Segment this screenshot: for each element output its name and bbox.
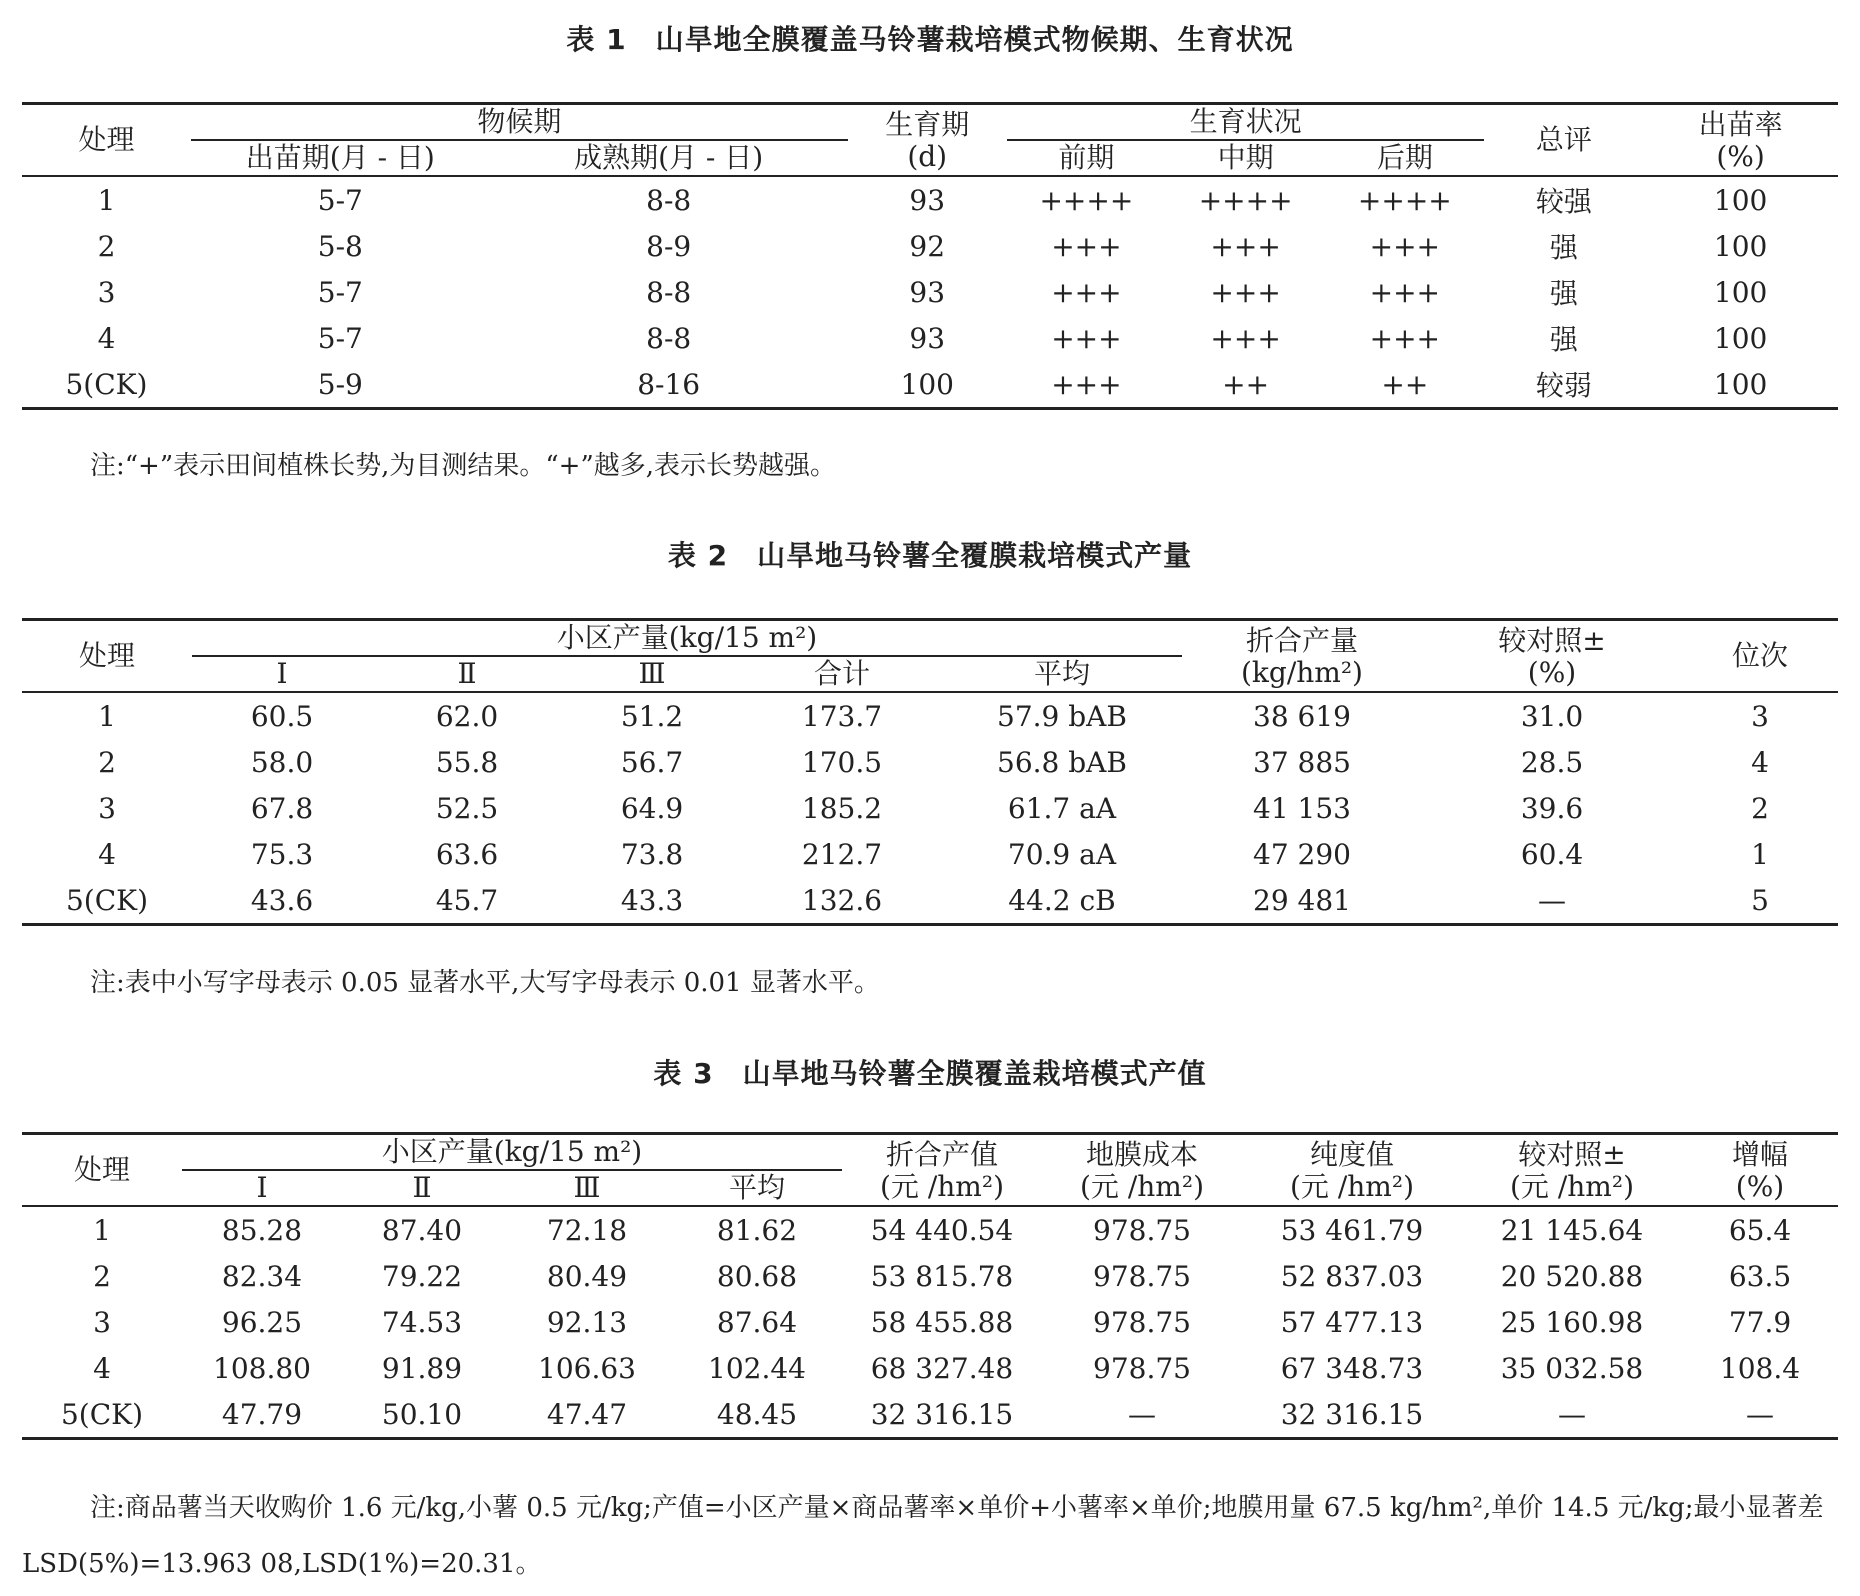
t3-header-vs-ck: 较对照± (元 /hm²) — [1462, 1134, 1682, 1207]
table-cell: — — [1558, 1397, 1586, 1431]
table-cell: 67.8 — [250, 791, 314, 825]
table-cell: 47.79 — [221, 1397, 303, 1431]
table-cell: 51.2 — [620, 699, 684, 733]
table-cell: 978.75 — [1093, 1351, 1191, 1385]
t3-header-plot-yield: 小区产量(kg/15 m²) — [182, 1134, 842, 1171]
table-cell: 63.5 — [1728, 1259, 1792, 1293]
table-row — [22, 1299, 1838, 1345]
table-row — [22, 176, 1838, 223]
table-cell: 60.4 — [1520, 837, 1584, 871]
table-cell: 60.5 — [250, 699, 314, 733]
table1-note: 注:“+”表示田间植株长势,为目测结果。“+”越多,表示长势越强。 — [90, 451, 837, 481]
table-cell: 39.6 — [1520, 791, 1584, 825]
table2-note: 注:表中小写字母表示 0.05 显著水平,大写字母表示 0.01 显著水平。 — [90, 968, 880, 998]
table-cell: 91.89 — [381, 1351, 463, 1385]
table-cell: 21 145.64 — [1500, 1213, 1644, 1247]
table-cell: 5-7 — [317, 275, 363, 309]
table-row — [22, 1345, 1838, 1391]
t1-header-emergence-rate: 出苗率 (%) — [1643, 104, 1838, 177]
table-cell: 173.7 — [801, 699, 883, 733]
t1-header-late: 后期 — [1325, 140, 1484, 176]
t2-header-r3: Ⅲ — [562, 656, 742, 692]
table-cell: 3 — [1751, 699, 1769, 733]
table-cell: 31.0 — [1520, 699, 1584, 733]
table-cell: 108.4 — [1719, 1351, 1801, 1385]
table-cell: 68 327.48 — [870, 1351, 1014, 1385]
table1 — [22, 102, 1838, 410]
table-cell: 978.75 — [1093, 1305, 1191, 1339]
table-cell: 5(CK) — [60, 1397, 143, 1431]
table-cell: 87.40 — [381, 1213, 463, 1247]
table-cell: 57.9 bAB — [997, 699, 1127, 733]
table-row — [22, 223, 1838, 269]
table-cell: 1 — [1751, 837, 1769, 871]
table-cell: 较强 — [1535, 185, 1592, 218]
t2-header-r2: Ⅱ — [372, 656, 562, 692]
table-cell: +++ — [1051, 229, 1122, 263]
table-cell: 强 — [1549, 323, 1578, 356]
t2-header-plot-yield: 小区产量(kg/15 m²) — [192, 620, 1182, 657]
table-cell: +++ — [1051, 275, 1122, 309]
table-cell: ++++ — [1039, 183, 1134, 217]
table-cell: 4 — [93, 1351, 111, 1385]
table-cell: +++ — [1210, 275, 1281, 309]
table-cell: +++ — [1369, 229, 1441, 263]
table-cell: 77.9 — [1728, 1305, 1792, 1339]
table-cell: 55.8 — [435, 745, 499, 779]
table-cell: +++ — [1051, 321, 1122, 355]
table-cell: 56.7 — [620, 745, 684, 779]
t3-header-output: 折合产值 (元 /hm²) — [842, 1134, 1042, 1207]
t1-header-growth-status: 生育状况 — [1007, 104, 1485, 141]
table3-note: 注:商品薯当天收购价 1.6 元/kg,小薯 0.5 元/kg;产值=小区产量×商品薯率×单价+小薯率×单价;地膜用量 67.5 kg/hm²,单价 14.5 元/kg;最小显著差 LSD(5%)=13.963 08,LSD(1%)=20.31。 — [22, 1493, 1824, 1579]
table-cell: 5-7 — [317, 183, 363, 217]
table-cell: 85.28 — [221, 1213, 303, 1247]
t3-header-r2: Ⅱ — [342, 1170, 502, 1206]
table-cell: 2 — [97, 229, 116, 263]
table-cell: 3 — [93, 1305, 111, 1339]
t1-header-emergence: 出苗期(月 - 日) — [191, 140, 490, 176]
table-cell: 47 290 — [1253, 837, 1351, 871]
table-cell: 100 — [1713, 367, 1768, 401]
table-cell: +++ — [1210, 321, 1281, 355]
table-cell: 67 348.73 — [1280, 1351, 1424, 1385]
t1-header-overall: 总评 — [1484, 104, 1643, 177]
table-cell: 212.7 — [801, 837, 883, 871]
table-cell: 8-16 — [637, 367, 701, 401]
table-cell: 8-8 — [646, 275, 692, 309]
table-cell: 强 — [1549, 231, 1578, 264]
t2-header-rank: 位次 — [1682, 620, 1838, 693]
table-cell: 74.53 — [381, 1305, 463, 1339]
table-row — [22, 1391, 1838, 1439]
table-cell: +++ — [1369, 275, 1441, 309]
table-cell: 2 — [98, 745, 116, 779]
table-cell: 3 — [98, 791, 116, 825]
table-cell: 185.2 — [801, 791, 883, 825]
table1-caption: 表 1 山旱地全膜覆盖马铃薯栽培模式物候期、生育状况 — [566, 23, 1294, 56]
table-cell: 35 032.58 — [1500, 1351, 1644, 1385]
table-cell: 56.8 bAB — [997, 745, 1127, 779]
table-cell: 43.6 — [250, 883, 314, 917]
table-cell: 92.13 — [546, 1305, 628, 1339]
table-cell: 92 — [909, 229, 946, 263]
t3-header-average: 平均 — [672, 1170, 842, 1206]
table-cell: 106.63 — [538, 1351, 636, 1385]
table-cell: 5(CK) — [65, 883, 148, 917]
table-cell: 63.6 — [435, 837, 499, 871]
t1-header-phenology: 物候期 — [191, 104, 848, 141]
table-row — [22, 739, 1838, 785]
table-cell: ++ — [1381, 367, 1429, 401]
table-cell: 5-7 — [317, 321, 363, 355]
table-cell: 4 — [98, 837, 116, 871]
table-cell: 8-8 — [646, 183, 692, 217]
table-cell: ++++ — [1357, 183, 1452, 217]
table-cell: 41 153 — [1253, 791, 1351, 825]
table3 — [22, 1132, 1838, 1440]
table-cell: 52 837.03 — [1280, 1259, 1424, 1293]
table-cell: 52.5 — [435, 791, 499, 825]
t2-header-treatment: 处理 — [22, 620, 192, 693]
table-cell: 48.45 — [716, 1397, 798, 1431]
table-cell: 62.0 — [435, 699, 499, 733]
table2 — [22, 618, 1838, 926]
table-cell: 58 455.88 — [870, 1305, 1014, 1339]
table-cell: 93 — [909, 321, 946, 355]
table-cell: 132.6 — [801, 883, 883, 917]
table-cell: 57 477.13 — [1280, 1305, 1424, 1339]
table-cell: 较弱 — [1535, 369, 1592, 402]
table-cell: 20 520.88 — [1500, 1259, 1644, 1293]
t1-header-treatment: 处理 — [22, 104, 191, 177]
table-cell: 28.5 — [1520, 745, 1584, 779]
table-cell: 93 — [909, 183, 946, 217]
table-cell: 73.8 — [620, 837, 684, 871]
table-cell: 50.10 — [381, 1397, 463, 1431]
table-cell: 5-8 — [317, 229, 363, 263]
table-cell: 29 481 — [1253, 883, 1351, 917]
t2-header-average: 平均 — [942, 656, 1182, 692]
table-cell: 3 — [97, 275, 116, 309]
table-cell: 100 — [900, 367, 954, 401]
table-cell: 82.34 — [221, 1259, 303, 1293]
table-cell: 58.0 — [250, 745, 314, 779]
t3-header-net: 纯度值 (元 /hm²) — [1242, 1134, 1462, 1207]
table-cell: 47.47 — [546, 1397, 628, 1431]
table-cell: 25 160.98 — [1500, 1305, 1644, 1339]
table-cell: 32 316.15 — [1280, 1397, 1424, 1431]
table-cell: 强 — [1549, 277, 1578, 310]
table-cell: 8-8 — [646, 321, 692, 355]
table3-caption: 表 3 山旱地马铃薯全膜覆盖栽培模式产值 — [653, 1057, 1207, 1090]
table2-caption: 表 2 山旱地马铃薯全覆膜栽培模式产量 — [667, 539, 1193, 572]
table-cell: ++++ — [1198, 183, 1293, 217]
table-row — [22, 315, 1838, 361]
t1-header-growth-period: 生育期 (d) — [848, 104, 1007, 177]
table-cell: 5-9 — [317, 367, 363, 401]
table-cell: 70.9 aA — [1007, 837, 1117, 871]
table-cell: 80.68 — [716, 1259, 798, 1293]
table-cell: 79.22 — [381, 1259, 463, 1293]
table-cell: 100 — [1713, 275, 1768, 309]
table-cell: +++ — [1051, 367, 1122, 401]
table-row — [22, 269, 1838, 315]
table-cell: 100 — [1713, 229, 1768, 263]
table-cell: 96.25 — [221, 1305, 303, 1339]
table-row — [22, 785, 1838, 831]
table-cell: — — [1538, 883, 1566, 917]
table-cell: 5(CK) — [65, 367, 148, 401]
table-cell: 37 885 — [1253, 745, 1351, 779]
table-cell: 53 815.78 — [870, 1259, 1014, 1293]
table-cell: 2 — [1751, 791, 1769, 825]
t3-header-film-cost: 地膜成本 (元 /hm²) — [1042, 1134, 1242, 1207]
table-cell: — — [1128, 1397, 1156, 1431]
t2-header-vs-ck: 较对照± (%) — [1422, 620, 1682, 693]
table-cell: 1 — [93, 1213, 111, 1247]
table-cell: 72.18 — [546, 1213, 628, 1247]
table-cell: +++ — [1210, 229, 1281, 263]
table-cell: 61.7 aA — [1007, 791, 1117, 825]
table-cell: 102.44 — [708, 1351, 806, 1385]
table-cell: 8-9 — [646, 229, 692, 263]
table-cell: 44.2 cB — [1008, 883, 1116, 917]
table-cell: 54 440.54 — [870, 1213, 1014, 1247]
table-cell: 978.75 — [1093, 1213, 1191, 1247]
table-cell: 5 — [1751, 883, 1769, 917]
table-cell: 1 — [98, 699, 116, 733]
table-cell: 4 — [1751, 745, 1769, 779]
table-cell: 65.4 — [1728, 1213, 1792, 1247]
t2-header-converted-yield: 折合产量 (kg/hm²) — [1182, 620, 1422, 693]
table-cell: +++ — [1369, 321, 1441, 355]
table-cell: 81.62 — [716, 1213, 798, 1247]
table-row — [22, 1253, 1838, 1299]
table-cell: 170.5 — [801, 745, 883, 779]
t1-header-middle: 中期 — [1166, 140, 1325, 176]
t1-header-early: 前期 — [1007, 140, 1166, 176]
table-cell: 93 — [909, 275, 946, 309]
table-row — [22, 361, 1838, 409]
t3-header-r1: Ⅰ — [182, 1170, 342, 1206]
table-cell: ++ — [1222, 367, 1270, 401]
table-row — [22, 831, 1838, 877]
table-cell: 100 — [1713, 321, 1768, 355]
table-cell: 108.80 — [213, 1351, 311, 1385]
t3-header-r3: Ⅲ — [502, 1170, 672, 1206]
table-cell: 64.9 — [620, 791, 684, 825]
t2-header-total: 合计 — [742, 656, 942, 692]
table-cell: — — [1746, 1397, 1774, 1431]
t3-header-increase: 增幅 (%) — [1682, 1134, 1838, 1207]
table-cell: 53 461.79 — [1280, 1213, 1424, 1247]
table-cell: 32 316.15 — [870, 1397, 1014, 1431]
table-cell: 100 — [1713, 183, 1768, 217]
table-row — [22, 877, 1838, 925]
table-row — [22, 692, 1838, 739]
table-cell: 38 619 — [1253, 699, 1351, 733]
table-cell: 75.3 — [250, 837, 314, 871]
table-cell: 87.64 — [716, 1305, 798, 1339]
table-cell: 45.7 — [435, 883, 499, 917]
t1-header-maturity: 成熟期(月 - 日) — [490, 140, 848, 176]
table-cell: 43.3 — [620, 883, 684, 917]
table-row — [22, 1206, 1838, 1253]
table-cell: 978.75 — [1093, 1259, 1191, 1293]
t2-header-r1: Ⅰ — [192, 656, 372, 692]
table-cell: 80.49 — [546, 1259, 628, 1293]
table-cell: 1 — [97, 183, 116, 217]
table-cell: 4 — [97, 321, 116, 355]
t3-header-treatment: 处理 — [22, 1134, 182, 1207]
table-cell: 2 — [93, 1259, 111, 1293]
